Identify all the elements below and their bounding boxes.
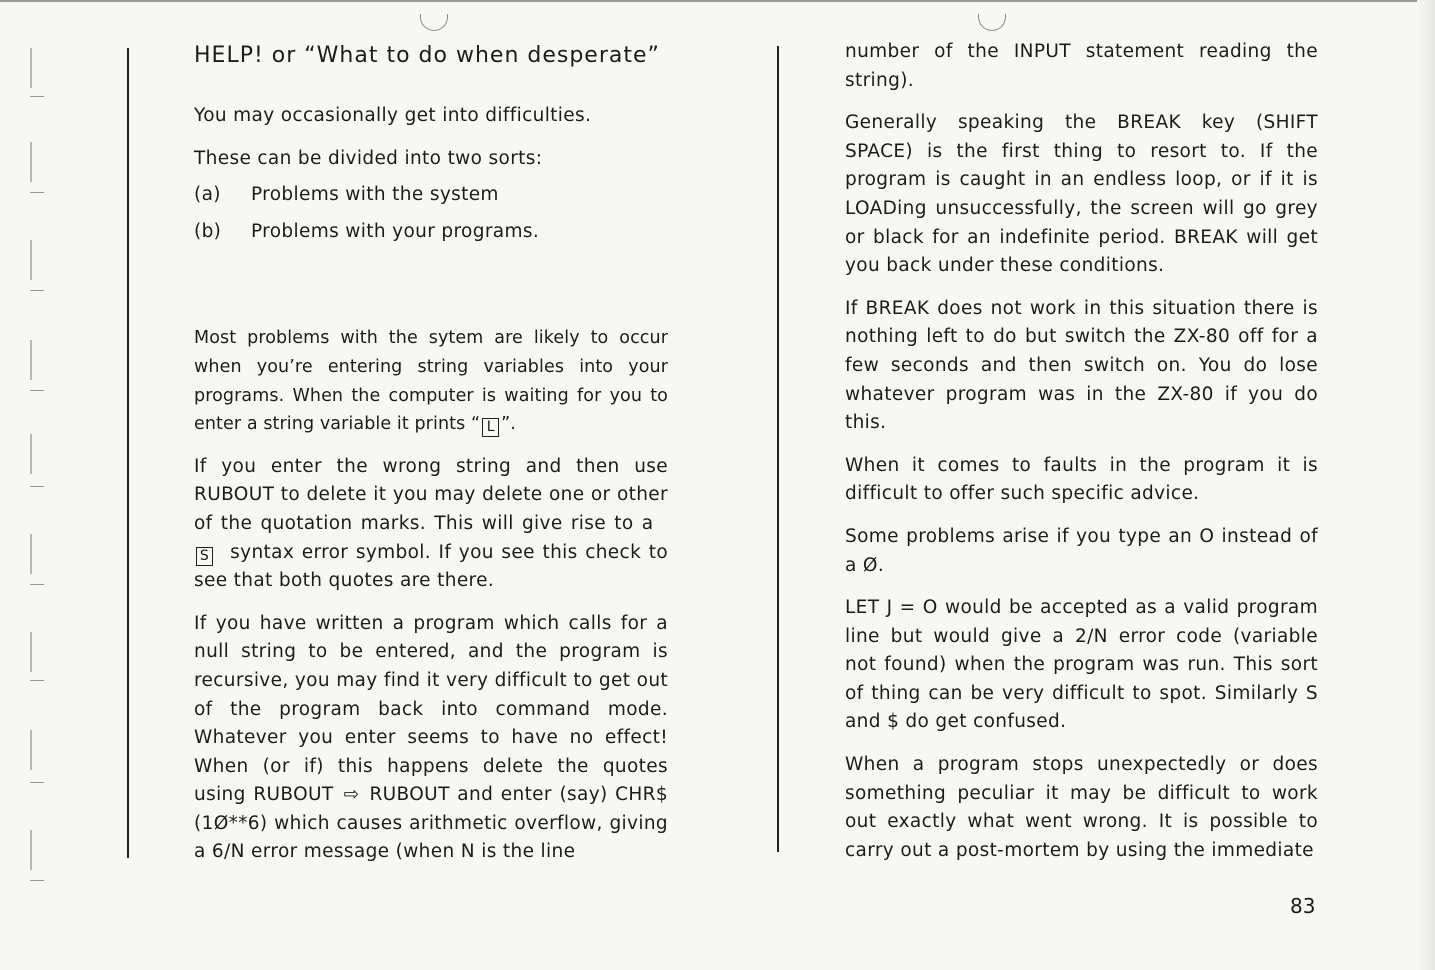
paragraph-text: RUBOUT and enter (say) CHR$ (1Ø**6) which causes arithmetic overflow, giving a 6/N error message (when N is the line — [194, 784, 669, 863]
right-page-text — [845, 38, 1318, 865]
list-item-text: Problems with the system — [251, 184, 499, 206]
intro-line: You may occasionally get into difficulties. — [194, 105, 592, 126]
left-margin-rule — [127, 48, 129, 858]
paragraph-text: Most problems with the sytem are likely to occur when you’re entering string variables into your programs. When the computer is waiting for you to enter a string variable it prints “ — [194, 328, 668, 435]
paragraph-text: ”. — [501, 414, 516, 435]
paragraph-continuation: number of the INPUT statement reading the string). — [845, 41, 1318, 91]
paragraph-rubout — [194, 453, 668, 596]
right-margin-rule — [777, 46, 779, 852]
paragraph-null-string — [194, 610, 668, 867]
list-item-a — [194, 181, 668, 210]
paragraph-text: If you have written a program which calls for a null string to be entered, and the program is recursive, you may find it very difficult to get out of the program back into command mode. Whatever you enter seems to have no effect! When (or if) this happens delete the quotes using RUBOUT — [194, 612, 668, 806]
cursor-symbol-icon: L — [482, 418, 499, 437]
paragraph-break-key: Generally speaking the BREAK key (SHIFT SPACE) is the first thing to resort to. If the program is caught in an endless loop, or if it is LOADing unsuccessfully, the screen will go grey or black for an indefinite period. BREAK will get you back under these conditions. — [845, 112, 1318, 277]
paragraph-let-example: LET J = O would be accepted as a valid program line but would give a 2/N error code (variable not found) when the program was run. This sort of thing can be very difficult to spot. Similarly S and $ do get confused. — [845, 597, 1318, 733]
list-marker: (a) — [194, 184, 221, 206]
list-item-b — [194, 218, 668, 247]
page-title: HELP! or “What to do when desperate” — [194, 43, 660, 68]
arrow-right-icon: ⇨ — [343, 784, 360, 806]
paragraph-text: If you enter the wrong string and then use RUBOUT to delete it you may delete one or other of the quotation marks. This will give rise to a — [194, 455, 668, 534]
binder-hole-right — [978, 14, 1006, 31]
list-item-text: Problems with your programs. — [251, 220, 540, 242]
paragraph-text: syntax error symbol. If you see this check to see that both quotes are there. — [194, 541, 668, 592]
paragraph-switch-off: If BREAK does not work in this situation there is nothing left to do but switch the ZX-80 off for a few seconds and then switch on. You do lose whatever program was in the ZX-80 if you do this. — [845, 297, 1318, 434]
page-edge-shadow — [1417, 0, 1435, 970]
list-marker: (b) — [194, 220, 222, 242]
binder-hole-left — [420, 14, 448, 31]
paragraph-string-variables — [194, 324, 668, 438]
paragraph-post-mortem: When a program stops unexpectedly or does something peculiar it may be difficult to work out exactly what went wrong. It is possible to carry out a post-mortem by using the immediate — [845, 754, 1318, 861]
paragraph-program-faults: When it comes to faults in the program it is difficult to offer such specific advice. — [845, 454, 1318, 505]
top-edge — [0, 0, 1435, 2]
page-number: 83 — [1290, 894, 1316, 918]
left-page-text — [194, 40, 668, 867]
syntax-error-icon: S — [196, 547, 213, 566]
divided-line: These can be divided into two sorts: — [194, 147, 543, 169]
paragraph-o-vs-zero: Some problems arise if you type an O instead of a Ø. — [845, 525, 1318, 576]
